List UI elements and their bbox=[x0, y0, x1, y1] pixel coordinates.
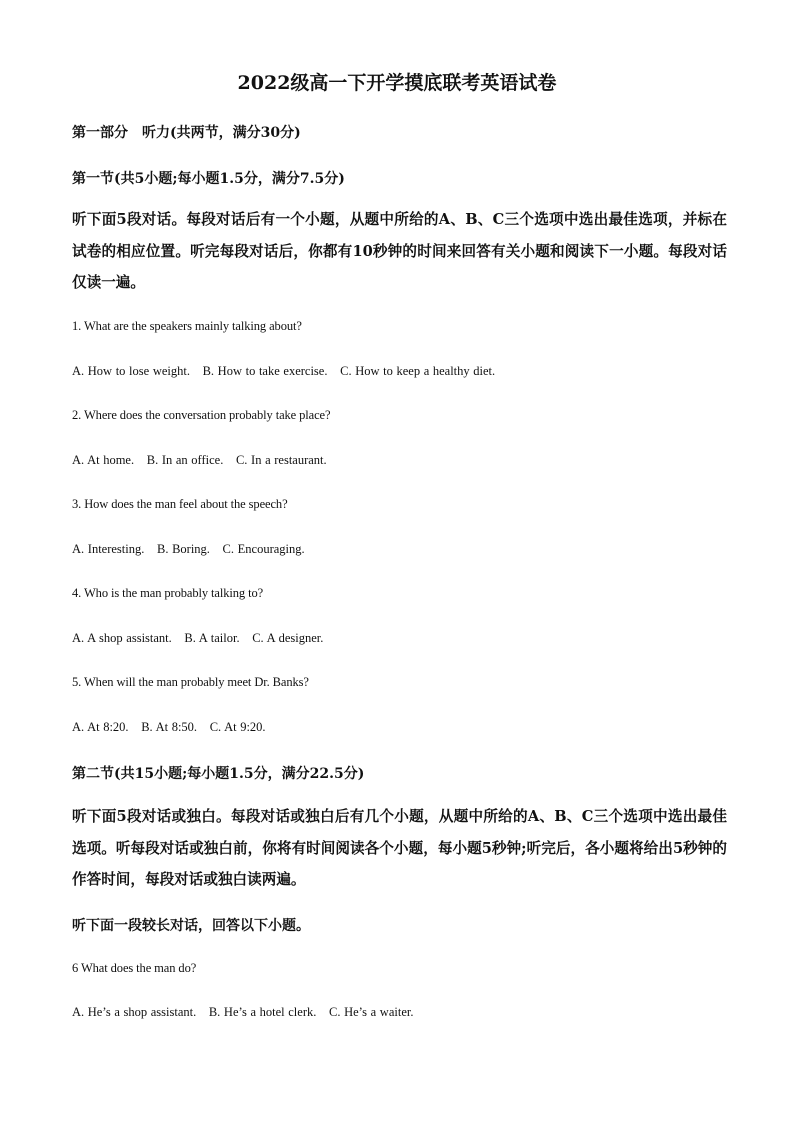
question-4-option-b: B. A tailor. bbox=[184, 631, 240, 645]
exam-title: 2022级高一下开学摸底联考英语试卷 bbox=[237, 72, 557, 94]
question-2-options bbox=[72, 453, 727, 468]
question-1-option-c: C. How to keep a healthy diet. bbox=[340, 364, 496, 378]
section1-heading: 第一节(共5小题;每小题1.5分，满分7.5分) bbox=[72, 171, 345, 187]
question-4-options bbox=[72, 631, 727, 646]
question-4-stem: 4. Who is the man probably talking to? bbox=[72, 586, 264, 600]
question-3-option-b: B. Boring. bbox=[156, 542, 210, 556]
question-3-option-a: A. Interesting. bbox=[72, 542, 145, 556]
question-5-option-b: B. At 8:50. bbox=[141, 720, 198, 734]
question-6-stem: 6 What does the man do? bbox=[72, 961, 197, 975]
question-2-stem: 2. Where does the conversation probably take place? bbox=[72, 408, 331, 422]
question-2-option-c: C. In a restaurant. bbox=[235, 453, 327, 467]
question-2-option-a: A. At home. bbox=[72, 453, 135, 467]
question-3-stem: 3. How does the man feel about the speech? bbox=[72, 497, 288, 511]
question-5-option-a: A. At 8:20. bbox=[72, 720, 129, 734]
question-1-option-a: A. How to lose weight. bbox=[72, 364, 190, 378]
question-1-options bbox=[72, 364, 727, 379]
question-5-option-c: C. At 9:20. bbox=[209, 720, 266, 734]
question-3-option-c: C. Encouraging. bbox=[222, 542, 305, 556]
question-4-option-a: A. A shop assistant. bbox=[72, 631, 172, 645]
question-6-options bbox=[72, 1005, 727, 1020]
question-1-option-b: B. How to take exercise. bbox=[202, 364, 328, 378]
question-5-options bbox=[72, 720, 727, 735]
question-2-option-b: B. In an office. bbox=[146, 453, 224, 467]
question-6-option-b: B. He’s a hotel clerk. bbox=[208, 1005, 317, 1019]
part1-heading: 第一部分 听力(共两节，满分30分) bbox=[72, 125, 301, 141]
question-4-option-c: C. A designer. bbox=[252, 631, 324, 645]
section2-sub-instruction: 听下面一段较长对话，回答以下小题。 bbox=[72, 918, 310, 934]
question-3-options bbox=[72, 542, 727, 557]
question-6-option-c: C. He’s a waiter. bbox=[329, 1005, 414, 1019]
question-6-option-a: A. He’s a shop assistant. bbox=[72, 1005, 197, 1019]
section2-instruction: 听下面5段对话或独白。每段对话或独白后有几个小题，从题中所给的A、B、C三个选项中选出最佳选项。听每段对话或独白前，你将有时间阅读各个小题，每小题5秒钟;听完后，各小题将给出5秒钟的作答时间，每段对话或独白读两遍。 bbox=[72, 808, 727, 888]
section2-heading: 第二节(共15小题;每小题1.5分，满分22.5分) bbox=[72, 766, 365, 782]
section1-instruction: 听下面5段对话。每段对话后有一个小题，从题中所给的A、B、C三个选项中选出最佳选项，并标在试卷的相应位置。听完每段对话后，你都有10秒钟的时间来回答有关小题和阅读下一小题。每段对话仅读一遍。 bbox=[72, 211, 727, 291]
question-5-stem: 5. When will the man probably meet Dr. Banks? bbox=[72, 675, 309, 689]
question-1-stem: 1. What are the speakers mainly talking about? bbox=[72, 319, 302, 333]
